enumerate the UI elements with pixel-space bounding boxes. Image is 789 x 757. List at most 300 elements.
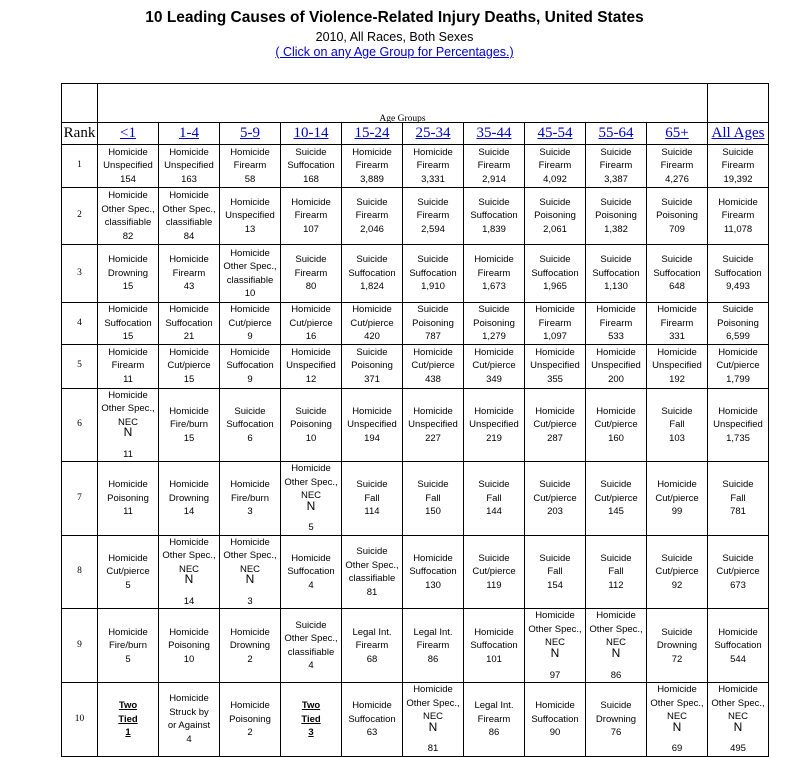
cause-label: Cut/pierce bbox=[655, 566, 699, 578]
cause-label: Unspecified bbox=[103, 160, 153, 172]
cause-label: Suffocation bbox=[470, 210, 518, 222]
death-count: 1,382 bbox=[604, 223, 628, 235]
page-title: 10 Leading Causes of Violence-Related Injury Deaths, United States bbox=[145, 9, 644, 26]
rank-number: 1 bbox=[62, 145, 98, 188]
age-group-link[interactable]: 25-34 bbox=[415, 124, 451, 141]
cause-cell bbox=[220, 683, 281, 757]
death-count: 2 bbox=[247, 653, 253, 665]
age-group-link[interactable]: <1 bbox=[120, 124, 136, 141]
cause-label: Firearm bbox=[416, 160, 450, 172]
cause-cell bbox=[464, 145, 525, 188]
cause-label: Other Spec., bbox=[406, 697, 460, 709]
cause-cell bbox=[98, 535, 159, 609]
cause-cell bbox=[708, 609, 769, 683]
death-count: 81 bbox=[366, 586, 378, 598]
death-count: 1,799 bbox=[726, 373, 750, 385]
cause-cell bbox=[647, 535, 708, 609]
cause-cell bbox=[403, 683, 464, 757]
death-count: 3,331 bbox=[421, 173, 445, 185]
cause-label: Suffocation bbox=[348, 713, 396, 725]
death-count: 14 bbox=[183, 506, 195, 518]
age-group-link[interactable]: 35-44 bbox=[476, 124, 512, 141]
death-count: 3 bbox=[247, 506, 253, 518]
cause-label: Suffocation bbox=[714, 267, 762, 279]
death-count: 4 bbox=[308, 660, 314, 672]
cause-label: Firearm bbox=[416, 640, 450, 652]
cause-label: Suicide bbox=[417, 196, 449, 208]
death-count: 1,097 bbox=[543, 331, 567, 342]
cause-label: Cut/pierce bbox=[350, 317, 394, 329]
cause-label: Unspecified bbox=[286, 360, 336, 372]
cause-cell bbox=[586, 535, 647, 609]
cause-label: Suicide bbox=[356, 196, 388, 208]
age-group-link[interactable]: 65+ bbox=[665, 124, 689, 141]
cause-label: Suffocation bbox=[592, 267, 640, 279]
cause-label: Poisoning bbox=[168, 640, 210, 652]
death-count: 43 bbox=[183, 281, 195, 293]
death-count: 15 bbox=[183, 432, 195, 444]
cause-label: Drowning bbox=[656, 640, 698, 652]
cause-label: Suicide bbox=[417, 479, 449, 491]
cause-label: Cut/pierce bbox=[533, 419, 577, 431]
cause-cell bbox=[342, 683, 403, 757]
death-count: 194 bbox=[364, 432, 380, 444]
death-count: 14 bbox=[183, 595, 195, 607]
cause-label: Suicide bbox=[356, 254, 388, 266]
cause-cell bbox=[586, 609, 647, 683]
cause-cell bbox=[708, 344, 769, 388]
death-count: 1,673 bbox=[482, 281, 506, 293]
death-count: 6,599 bbox=[726, 331, 750, 342]
cause-label: Cut/pierce bbox=[472, 360, 516, 372]
cause-label: Fall bbox=[364, 492, 380, 504]
cause-label: Firearm bbox=[294, 210, 328, 222]
cause-label: Suicide bbox=[478, 552, 510, 564]
tied-link[interactable]: 3 bbox=[308, 727, 314, 739]
death-count: 2,914 bbox=[482, 173, 506, 185]
cause-cell bbox=[647, 245, 708, 303]
cause-cell bbox=[708, 145, 769, 188]
cause-label: Unspecified bbox=[225, 210, 275, 222]
age-group-link[interactable]: 1-4 bbox=[179, 124, 199, 141]
cause-label: Firearm bbox=[416, 210, 450, 222]
cause-cell bbox=[464, 462, 525, 536]
nec-footnote-mark: N bbox=[245, 572, 255, 587]
cause-cell bbox=[464, 303, 525, 345]
cause-cell bbox=[586, 145, 647, 188]
cause-cell bbox=[464, 609, 525, 683]
cause-cell bbox=[342, 303, 403, 345]
cause-label: Other Spec., bbox=[223, 261, 277, 272]
cause-cell bbox=[464, 245, 525, 303]
cause-cell bbox=[98, 388, 159, 462]
cause-label: Unspecified bbox=[591, 360, 641, 372]
cause-label: Firearm bbox=[721, 210, 755, 222]
rank-number: 2 bbox=[62, 188, 98, 245]
nec-footnote-mark: N bbox=[123, 425, 133, 439]
cause-label: Cut/pierce bbox=[167, 360, 211, 372]
cause-label: Homicide bbox=[596, 610, 636, 622]
death-count: 86 bbox=[488, 727, 500, 739]
tied-link[interactable]: Two bbox=[118, 700, 138, 712]
cause-label: Suffocation bbox=[348, 267, 396, 279]
cause-label: Homicide bbox=[169, 536, 209, 548]
table-row bbox=[62, 609, 769, 683]
cause-label: Drowning bbox=[595, 713, 637, 725]
cause-label: Homicide bbox=[413, 552, 453, 564]
age-groups-header: Age Groups bbox=[98, 84, 708, 123]
cause-label: Unspecified bbox=[530, 360, 580, 372]
cause-label: Homicide bbox=[718, 196, 758, 208]
death-count: 438 bbox=[425, 373, 441, 385]
cause-label: Poisoning bbox=[534, 210, 576, 222]
cause-label: Suicide bbox=[295, 254, 327, 266]
cause-cell bbox=[708, 188, 769, 245]
death-count: 1,130 bbox=[604, 281, 628, 293]
cause-cell bbox=[281, 535, 342, 609]
death-count: 160 bbox=[608, 432, 624, 444]
nec-label: NEC $^N$ bbox=[544, 637, 566, 660]
age-group-link[interactable]: 15-24 bbox=[354, 124, 390, 141]
cause-cell bbox=[403, 609, 464, 683]
cause-cell bbox=[708, 303, 769, 345]
age-column-header bbox=[586, 123, 647, 145]
cause-label: Homicide bbox=[535, 700, 575, 712]
cause-label: Other Spec., bbox=[162, 550, 216, 562]
death-count: 1,839 bbox=[482, 223, 506, 235]
nec-label: NEC $^N$ bbox=[117, 416, 139, 439]
cause-cell bbox=[281, 462, 342, 536]
tied-link[interactable]: Two bbox=[301, 700, 321, 712]
death-count: 144 bbox=[486, 506, 502, 518]
cause-cell bbox=[708, 388, 769, 462]
cause-label: Poisoning bbox=[290, 419, 332, 431]
cause-label: Homicide bbox=[169, 190, 209, 201]
cause-label: Drowning bbox=[107, 267, 149, 279]
cause-cell bbox=[98, 145, 159, 188]
cause-label: Homicide bbox=[108, 479, 148, 491]
cause-cell bbox=[708, 683, 769, 757]
cause-label: Unspecified bbox=[469, 419, 519, 431]
cause-label: Firearm bbox=[477, 160, 511, 172]
cause-cell bbox=[98, 188, 159, 245]
cause-label: Suicide bbox=[722, 304, 754, 315]
cause-cell bbox=[647, 188, 708, 245]
cause-label: Homicide bbox=[474, 626, 514, 638]
cause-cell bbox=[281, 188, 342, 245]
cause-label: Suicide bbox=[539, 254, 571, 266]
cause-label: Suicide bbox=[539, 196, 571, 208]
cause-label: Other Spec., bbox=[589, 623, 643, 635]
death-count: 331 bbox=[669, 331, 685, 342]
death-count: 2,046 bbox=[360, 223, 384, 235]
cause-label: Suicide bbox=[722, 479, 754, 491]
death-count: 72 bbox=[671, 653, 683, 665]
cause-cell bbox=[98, 245, 159, 303]
cause-label: Poisoning bbox=[656, 210, 698, 222]
cause-label: Homicide bbox=[596, 304, 636, 315]
cause-label: Suffocation bbox=[470, 640, 518, 652]
cause-label: Fire/burn bbox=[169, 419, 208, 431]
cause-label: Homicide bbox=[230, 196, 270, 208]
cause-label: Homicide bbox=[718, 626, 758, 638]
cause-label: Homicide bbox=[352, 304, 392, 315]
death-count: 533 bbox=[608, 331, 624, 342]
cause-label: Firearm bbox=[172, 267, 206, 279]
cause-label: Suicide bbox=[478, 146, 510, 158]
cause-label: Suffocation bbox=[653, 267, 701, 279]
nec-footnote-mark: N bbox=[550, 645, 560, 660]
cause-cell bbox=[281, 344, 342, 388]
tied-link[interactable]: Tied bbox=[301, 713, 321, 725]
death-count: 648 bbox=[669, 281, 685, 293]
death-count: 5 bbox=[125, 579, 131, 591]
cause-label: Suicide bbox=[539, 146, 571, 158]
cause-label: classifiable bbox=[348, 573, 396, 585]
cause-label: Homicide bbox=[108, 190, 148, 201]
death-count: 99 bbox=[671, 506, 683, 518]
cause-label: Cut/pierce bbox=[228, 317, 272, 329]
cause-cell bbox=[220, 388, 281, 462]
cause-label: Homicide bbox=[108, 346, 148, 358]
death-count: 58 bbox=[244, 173, 256, 185]
rank-number: 6 bbox=[62, 388, 98, 462]
cause-label: Drowning bbox=[168, 492, 210, 504]
cause-label: Suffocation bbox=[226, 360, 274, 372]
cause-cell bbox=[525, 245, 586, 303]
cause-label: Homicide bbox=[291, 196, 331, 208]
death-count: 150 bbox=[425, 506, 441, 518]
cause-label: Suicide bbox=[478, 479, 510, 491]
cause-cell bbox=[342, 462, 403, 536]
death-count: 5 bbox=[308, 522, 314, 534]
rank-number: 7 bbox=[62, 462, 98, 536]
death-count: 112 bbox=[608, 579, 624, 591]
cause-label: Homicide bbox=[291, 346, 331, 358]
cause-label: Cut/pierce bbox=[716, 360, 760, 372]
death-count: 4,276 bbox=[665, 173, 689, 185]
age-column-header bbox=[342, 123, 403, 145]
cause-cell bbox=[525, 188, 586, 245]
tied-link[interactable]: 1 bbox=[125, 727, 131, 739]
death-count: 114 bbox=[364, 506, 380, 518]
cause-label: Cut/pierce bbox=[472, 566, 516, 578]
cause-label: Homicide bbox=[474, 405, 514, 417]
cause-label: Homicide bbox=[718, 405, 758, 417]
death-count: 76 bbox=[610, 727, 622, 739]
cause-cell bbox=[525, 388, 586, 462]
cause-label: or Against bbox=[167, 720, 211, 732]
death-count: 130 bbox=[425, 579, 441, 591]
cause-label: Firearm bbox=[355, 160, 389, 172]
cause-label: Homicide bbox=[230, 700, 270, 712]
death-count: 3,387 bbox=[604, 173, 628, 185]
cause-cell bbox=[647, 344, 708, 388]
cause-label: Poisoning bbox=[717, 317, 759, 329]
cause-cell bbox=[98, 303, 159, 345]
age-group-link[interactable]: 55-64 bbox=[598, 124, 634, 141]
cause-cell bbox=[525, 609, 586, 683]
cause-cell bbox=[281, 145, 342, 188]
death-count: 781 bbox=[730, 506, 746, 518]
death-count: 2,594 bbox=[421, 223, 445, 235]
death-count: 9 bbox=[247, 373, 253, 385]
cause-label: Other Spec., bbox=[650, 697, 704, 709]
rank-header: Rank bbox=[62, 123, 98, 145]
cause-cell bbox=[647, 388, 708, 462]
age-column-header bbox=[403, 123, 464, 145]
cause-cell bbox=[159, 188, 220, 245]
cause-cell bbox=[647, 683, 708, 757]
cause-label: Suicide bbox=[478, 196, 510, 208]
cause-label: Suicide bbox=[539, 479, 571, 491]
cause-label: Suffocation bbox=[409, 267, 457, 279]
cause-label: Homicide bbox=[474, 346, 514, 358]
cause-label: classifiable bbox=[287, 646, 335, 658]
death-count: 11 bbox=[123, 448, 133, 460]
cause-label: Homicide bbox=[169, 254, 209, 266]
cause-cell bbox=[586, 683, 647, 757]
cause-cell bbox=[220, 535, 281, 609]
cause-cell bbox=[708, 462, 769, 536]
cause-label: Suicide bbox=[295, 146, 327, 158]
rank-number: 10 bbox=[62, 683, 98, 757]
death-count: 154 bbox=[547, 579, 563, 591]
death-count: 82 bbox=[122, 230, 134, 242]
age-group-percent-link[interactable]: ( Click on any Age Group for Percentages.) bbox=[275, 45, 514, 59]
cause-label: Legal Int. bbox=[474, 700, 514, 712]
table-row bbox=[62, 683, 769, 757]
cause-label: Suicide bbox=[295, 405, 327, 417]
cause-label: Firearm bbox=[599, 160, 633, 172]
death-count: 15 bbox=[122, 331, 134, 342]
cause-label: Suffocation bbox=[287, 566, 335, 578]
cause-label: Homicide bbox=[413, 405, 453, 417]
cause-label: Homicide bbox=[657, 304, 697, 315]
cause-label: Suicide bbox=[722, 254, 754, 266]
death-count: 103 bbox=[669, 432, 685, 444]
death-count: 6 bbox=[247, 432, 253, 444]
cause-label: Suicide bbox=[661, 626, 693, 638]
age-group-link[interactable]: All Ages bbox=[711, 124, 765, 141]
cause-cell bbox=[464, 388, 525, 462]
table-row bbox=[62, 245, 769, 303]
cause-label: Suicide bbox=[356, 546, 388, 558]
cause-cell bbox=[342, 344, 403, 388]
death-count: 86 bbox=[427, 653, 439, 665]
cause-label: Other Spec., bbox=[101, 403, 155, 414]
table-row bbox=[62, 145, 769, 188]
cause-label: Fall bbox=[669, 419, 685, 431]
cause-label: Drowning bbox=[229, 640, 271, 652]
cause-label: Cut/pierce bbox=[594, 492, 638, 504]
cause-label: Poisoning bbox=[473, 317, 515, 329]
age-column-header bbox=[708, 123, 769, 145]
cause-label: Homicide bbox=[291, 463, 331, 475]
table-row bbox=[62, 388, 769, 462]
rank-number: 8 bbox=[62, 535, 98, 609]
cause-cell bbox=[220, 462, 281, 536]
age-group-link[interactable]: 45-54 bbox=[537, 124, 573, 141]
cause-cell bbox=[220, 245, 281, 303]
cause-cell bbox=[464, 344, 525, 388]
rank-number: 3 bbox=[62, 245, 98, 303]
death-count: 68 bbox=[366, 653, 378, 665]
death-count: 101 bbox=[486, 653, 502, 665]
cause-label: Homicide bbox=[657, 479, 697, 491]
cause-label: Suicide bbox=[661, 405, 693, 417]
cause-cell bbox=[586, 245, 647, 303]
cause-cell bbox=[159, 245, 220, 303]
age-column-header bbox=[464, 123, 525, 145]
death-count: 2 bbox=[247, 727, 253, 739]
cause-cell bbox=[525, 683, 586, 757]
death-count: 673 bbox=[730, 579, 746, 591]
cause-label: Homicide bbox=[413, 684, 453, 696]
age-column-header bbox=[647, 123, 708, 145]
cause-cell bbox=[220, 145, 281, 188]
age-group-link[interactable]: 5-9 bbox=[240, 124, 260, 141]
cause-cell bbox=[159, 609, 220, 683]
death-count: 9 bbox=[247, 331, 253, 342]
page-subtitle: 2010, All Races, Both Sexes bbox=[315, 30, 474, 44]
cause-cell bbox=[586, 303, 647, 345]
death-count: 3,889 bbox=[360, 173, 384, 185]
cause-label: Homicide bbox=[596, 346, 636, 358]
death-count: 11,078 bbox=[723, 223, 753, 235]
death-count: 119 bbox=[486, 579, 502, 591]
cause-label: Homicide bbox=[108, 254, 148, 266]
death-count: 84 bbox=[183, 230, 195, 242]
cause-label: Firearm bbox=[660, 317, 694, 329]
cause-cell bbox=[281, 388, 342, 462]
cause-label: Homicide bbox=[474, 254, 514, 266]
nec-label: NEC $^N$ bbox=[605, 637, 627, 660]
cause-label: Other Spec., bbox=[162, 203, 216, 215]
cause-label: Suicide bbox=[600, 479, 632, 491]
age-group-link[interactable]: 10-14 bbox=[293, 124, 329, 141]
table-row bbox=[62, 535, 769, 609]
injury-causes-table bbox=[61, 83, 769, 757]
rank-number: 4 bbox=[62, 303, 98, 345]
cause-label: Suicide bbox=[661, 146, 693, 158]
death-count: 86 bbox=[610, 669, 622, 681]
cause-label: Fall bbox=[547, 566, 563, 578]
cause-cell bbox=[220, 303, 281, 345]
cause-label: Unspecified bbox=[164, 160, 214, 172]
cause-label: Fire/burn bbox=[230, 492, 269, 504]
cause-label: Homicide bbox=[108, 146, 148, 158]
cause-label: Other Spec., bbox=[284, 476, 338, 488]
age-column-header bbox=[525, 123, 586, 145]
death-count: 21 bbox=[183, 331, 195, 342]
death-count: 420 bbox=[364, 331, 380, 342]
cause-label: Legal Int. bbox=[352, 626, 392, 638]
cause-cell bbox=[403, 344, 464, 388]
cause-label: Firearm bbox=[721, 160, 755, 172]
cause-label: Unspecified bbox=[713, 419, 763, 431]
cause-cell bbox=[464, 683, 525, 757]
tied-link[interactable]: Tied bbox=[118, 713, 138, 725]
death-count: 15 bbox=[183, 373, 195, 385]
cause-label: Suicide bbox=[661, 552, 693, 564]
cause-cell bbox=[586, 462, 647, 536]
cause-cell bbox=[342, 535, 403, 609]
age-column-header bbox=[159, 123, 220, 145]
cause-label: Homicide bbox=[230, 626, 270, 638]
cause-cell bbox=[159, 462, 220, 536]
age-column-header bbox=[281, 123, 342, 145]
